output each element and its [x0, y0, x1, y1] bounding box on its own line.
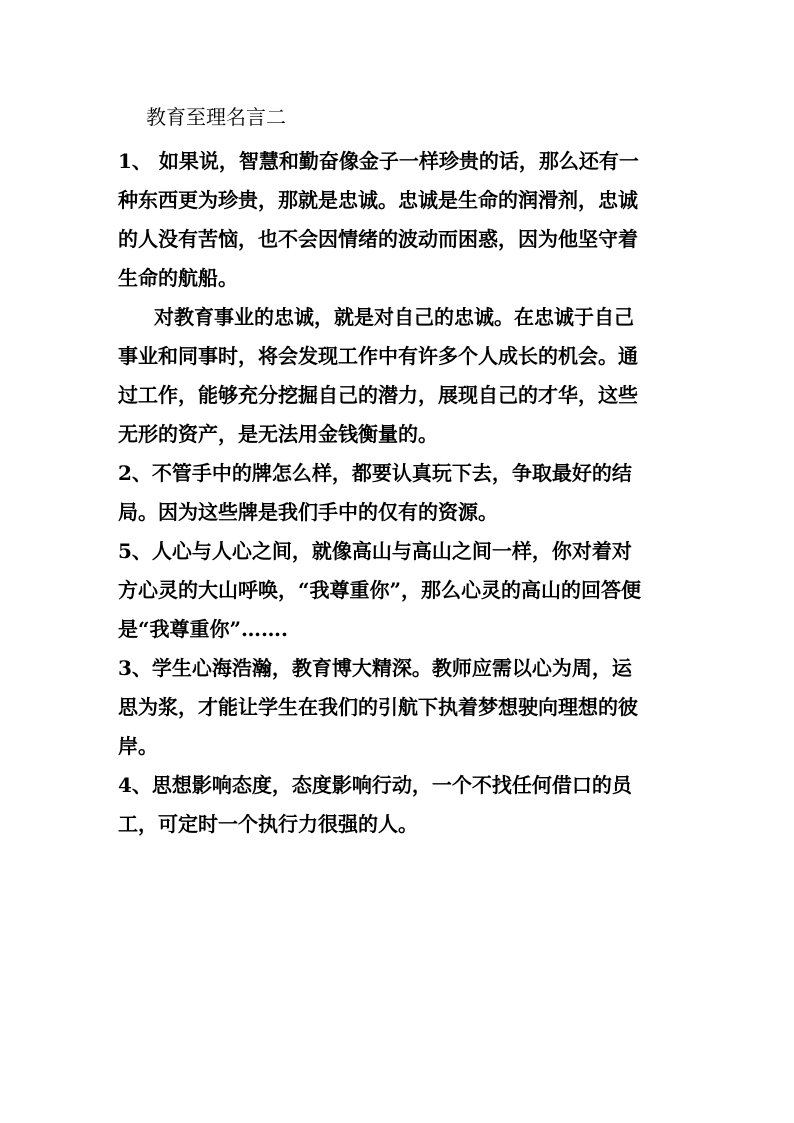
text-line: 的人没有苦恼，也不会因情绪的波动而困惑，因为他坚守着	[118, 227, 638, 251]
text-line: 过工作，能够充分挖掘自己的潜力，展现自己的才华，这些	[118, 383, 638, 407]
paragraph-loyalty-commentary	[118, 298, 678, 454]
text-line: 1、 如果说，智慧和勤奋像金子一样珍贵的话，那么还有一	[118, 149, 639, 173]
text-line: 种东西更为珍贵，那就是忠诚。忠诚是生命的润滑剂，忠诚	[118, 188, 638, 212]
document-title: 教育至理名言二	[146, 105, 286, 129]
paragraph-quote-3	[118, 649, 678, 766]
text-line: 对教育事业的忠诚，就是对自己的忠诚。在忠诚于自己	[154, 305, 634, 329]
document-body	[118, 142, 678, 844]
text-line: 5、人心与人心之间，就像高山与高山之间一样，你对着对	[118, 539, 632, 563]
text-line: 4、思想影响态度，态度影响行动，一个不找任何借口的员	[118, 773, 632, 797]
text-line: 无形的资产，是无法用金钱衡量的。	[118, 422, 438, 446]
text-line: 2、不管手中的牌怎么样，都要认真玩下去，争取最好的结	[118, 461, 632, 485]
paragraph-quote-4	[118, 766, 678, 844]
text-line: 是“我尊重你”…….	[118, 617, 288, 641]
text-line: 工，可定时一个执行力很强的人。	[118, 812, 418, 836]
paragraph-quote-5	[118, 532, 678, 649]
paragraph-quote-1	[118, 142, 678, 298]
text-line: 生命的航船。	[118, 266, 238, 290]
text-line: 局。因为这些牌是我们手中的仅有的资源。	[118, 500, 498, 524]
text-line: 3、学生心海浩瀚，教育博大精深。教师应需以心为周，运	[118, 656, 632, 680]
text-line: 思为浆，才能让学生在我们的引航下执着梦想驶向理想的彼	[118, 695, 638, 719]
text-line: 事业和同事时，将会发现工作中有许多个人成长的机会。通	[118, 344, 638, 368]
text-line: 方心灵的大山呼唤，“我尊重你”，那么心灵的高山的回答便	[118, 578, 642, 602]
paragraph-quote-2	[118, 454, 678, 532]
text-line: 岸。	[118, 734, 158, 758]
